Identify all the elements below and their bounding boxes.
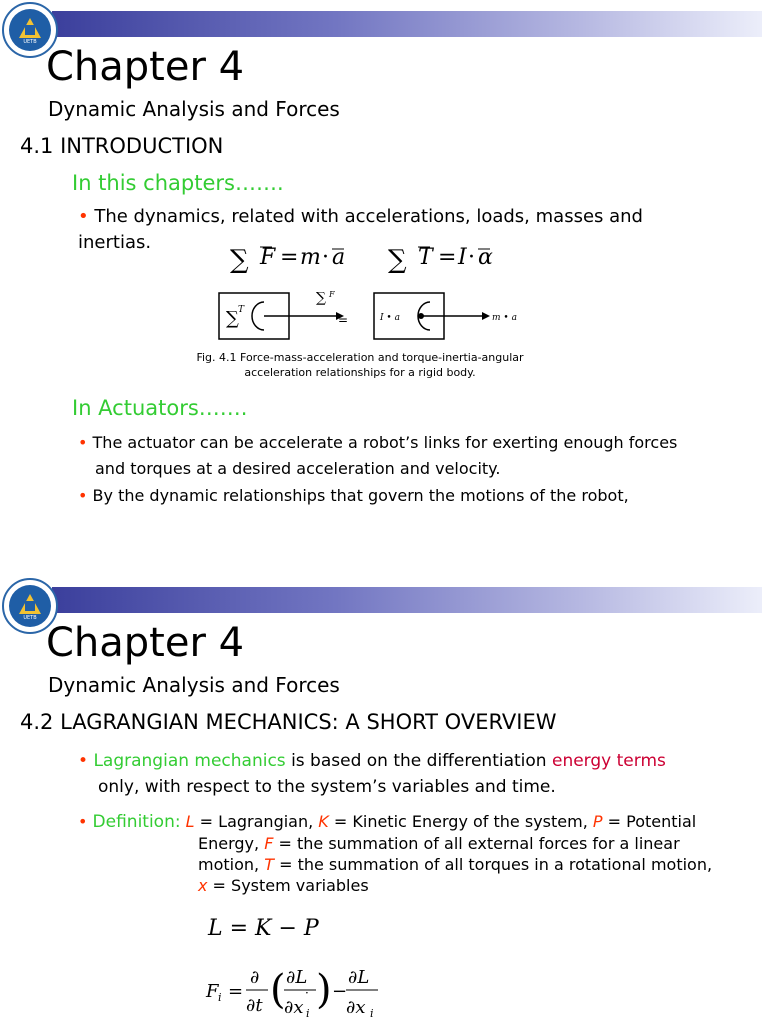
svg-text:−: − [332,981,348,1002]
lagrangian-equation: L = K − P [208,916,319,941]
svg-text:∂x: ∂x [284,997,304,1018]
svg-text:∂L: ∂L [348,967,370,988]
svg-text:i: i [218,991,222,1004]
actuators-heading: In Actuators……. [72,396,248,420]
svg-text:m: m [300,245,321,270]
svg-text:F: F [329,290,335,299]
svg-text:·: · [468,245,475,270]
euler-lagrange-equation [204,961,404,1024]
university-logo: UETB [2,578,58,634]
svg-text:): ) [316,967,332,1013]
svg-text:∂t: ∂t [246,995,263,1016]
slide-gap [0,512,768,576]
svg-text:i: i [306,1007,310,1020]
svg-text:∂L: ∂L [286,967,308,988]
svg-text:∑: ∑ [316,290,326,306]
svg-text:=: = [438,245,457,270]
bullet-definition: • Definition: L = Lagrangian, K = Kinetic Energy of the system, P = Potential Energy, F = the summation of all external forces for a linear motion, T = the summation of all torques in a rotational motion, x = System variables [78,812,713,895]
svg-text:=: = [228,981,244,1002]
equations [228,240,498,276]
svg-text:∂: ∂ [250,967,260,988]
svg-text:=: = [338,313,349,327]
slide-2 [0,576,768,1024]
svg-text:·: · [305,986,309,1000]
svg-text:α: α [478,245,493,270]
header-bar [52,11,762,37]
svg-text:I: I [458,245,467,270]
subtitle: Dynamic Analysis and Forces [48,673,340,697]
svg-text:=: = [280,245,299,270]
subtitle: Dynamic Analysis and Forces [48,97,340,121]
page-title: Chapter 4 [46,620,245,666]
svg-text:∑: ∑ [226,308,239,329]
university-logo: UETB [2,2,58,58]
svg-text:I • a: I • a [380,313,400,323]
svg-text:T: T [238,305,245,315]
bullet-actuator: • The actuator can be accelerate a robot’s links for exerting enough forces and torques at a desired acceleration and velocity. [78,433,678,478]
page-title: Chapter 4 [46,44,245,90]
bullet-lagrangian: • Lagrangian mechanics is based on the differentiation energy terms only, with respect to the system’s variables and time. [78,751,666,797]
figure-caption: Fig. 4.1 Force-mass-acceleration and torque-inertia-angular acceleration relationships for a rigid body. [196,351,524,379]
svg-text:(: ( [270,967,286,1013]
svg-text:T: T [418,245,433,270]
svg-text:·: · [322,245,329,270]
bullet-dynamic-relationships: • By the dynamic relationships that govern the motions of the robot, [78,486,629,505]
bullet-dynamics: • The dynamics, related with accelerations, loads, masses and inertias. [78,206,643,253]
svg-text:∑: ∑ [230,245,249,275]
svg-text:F: F [260,245,276,270]
svg-text:i: i [370,1007,374,1020]
force-torque-diagram [218,288,538,344]
svg-text:∂x: ∂x [346,997,366,1018]
svg-text:a: a [332,245,346,270]
section-heading: 4.2 LAGRANGIAN MECHANICS: A SHORT OVERVIEW [20,710,557,734]
section-heading: 4.1 INTRODUCTION [20,134,224,158]
svg-text:∑: ∑ [388,245,407,275]
svg-text:F: F [206,981,219,1002]
intro-heading: In this chapters……. [72,171,284,195]
header-bar [52,587,762,613]
svg-text:m • a: m • a [492,313,517,323]
